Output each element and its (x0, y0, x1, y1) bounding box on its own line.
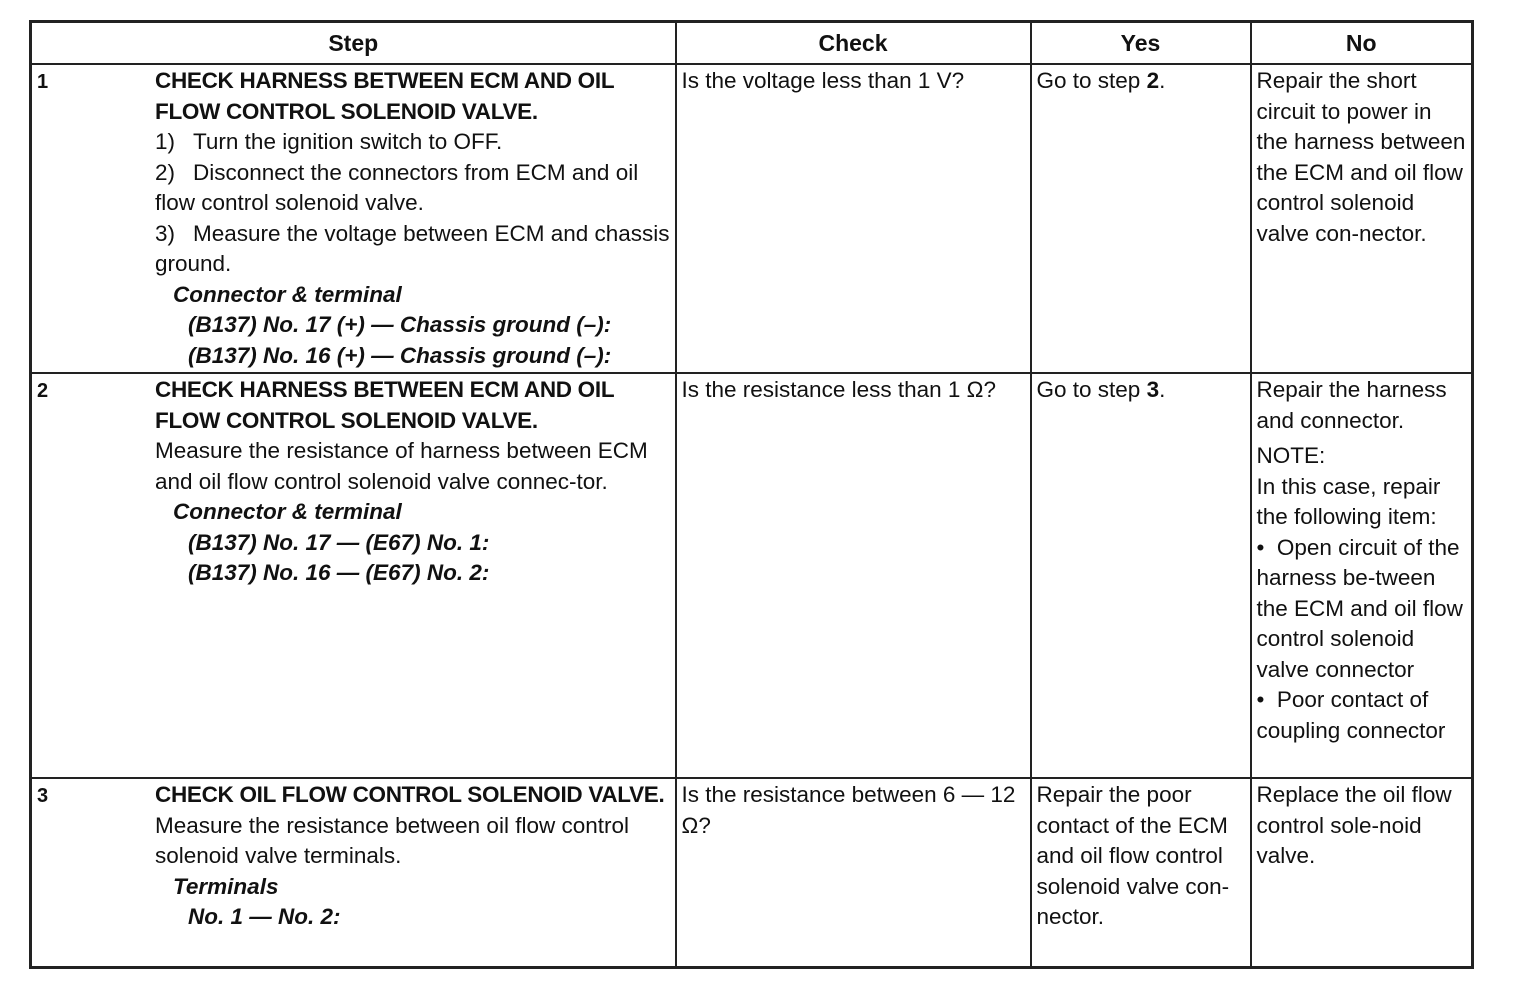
instruction: 1) Turn the ignition switch to OFF. (155, 129, 503, 154)
step-cell (31, 373, 676, 778)
step-title: CHECK HARNESS BETWEEN ECM AND OIL FLOW CONTROL SOLENOID VALVE. (155, 68, 614, 124)
list-item: • Poor contact of coupling connector (1256, 687, 1446, 743)
header-row (31, 22, 1473, 65)
connector-label: Connector & terminal (173, 281, 402, 307)
table-row (31, 64, 1473, 373)
note-text: In this case, repair the following item: (1256, 473, 1441, 529)
terminal-spec: No. 1 — No. 2: (188, 904, 341, 929)
diagnostic-table (29, 20, 1474, 969)
list-item: • Open circuit of the harness be-tween the ECM and oil flow control solenoid valve connector (1256, 534, 1463, 682)
table-row (31, 373, 1473, 778)
note-label: NOTE: (1256, 443, 1326, 468)
no-action: Repair the harness and connector. (1256, 377, 1447, 433)
yes-cell: Repair the poor contact of the ECM and oil flow control solenoid valve con-nector. (1031, 778, 1251, 968)
no-cell: Repair the short circuit to power in the harness between the ECM and oil flow control solenoid valve con-nector. (1251, 64, 1473, 373)
yes-cell: Go to step 2. (1031, 64, 1251, 373)
step-cell (31, 64, 676, 373)
connector-label: Connector & terminal (173, 499, 402, 524)
terminal-spec: (B137) No. 17 (+) — Chassis ground (–): (188, 312, 612, 337)
no-cell: Replace the oil flow control sole-noid valve. (1251, 778, 1473, 968)
header-yes: Yes (1031, 22, 1251, 65)
instruction: 3) Measure the voltage between ECM and chassis ground. (155, 220, 670, 276)
terminal-spec: (B137) No. 16 — (E67) No. 2: (188, 560, 490, 585)
step-text: Measure the resistance between oil flow control solenoid valve terminals. (155, 812, 629, 868)
step-number: 2 (37, 380, 49, 402)
check-cell: Is the resistance less than 1 Ω? (676, 373, 1031, 778)
header-step: Step (31, 22, 676, 65)
header-check: Check (676, 22, 1031, 65)
step-cell (31, 778, 676, 968)
step-title: CHECK OIL FLOW CONTROL SOLENOID VALVE. (155, 782, 665, 807)
terminals-label: Terminals (173, 873, 279, 899)
yes-cell: Go to step 3. (1031, 373, 1251, 778)
terminal-spec: (B137) No. 17 — (E67) No. 1: (188, 529, 490, 555)
header-no: No (1251, 22, 1473, 65)
check-cell: Is the voltage less than 1 V? (676, 64, 1031, 373)
step-text: Measure the resistance of harness between ECM and oil flow control solenoid valve connec-tor. (155, 438, 648, 494)
check-cell: Is the resistance between 6 — 12 Ω? (676, 778, 1031, 968)
step-title: CHECK HARNESS BETWEEN ECM AND OIL FLOW CONTROL SOLENOID VALVE. (155, 377, 614, 433)
instruction: 2) Disconnect the connectors from ECM and oil flow control solenoid valve. (155, 159, 639, 215)
step-number: 1 (37, 71, 49, 93)
step-number: 3 (37, 785, 49, 807)
table-row (31, 778, 1473, 968)
no-cell (1251, 373, 1473, 778)
terminal-spec: (B137) No. 16 (+) — Chassis ground (–): (188, 342, 612, 368)
